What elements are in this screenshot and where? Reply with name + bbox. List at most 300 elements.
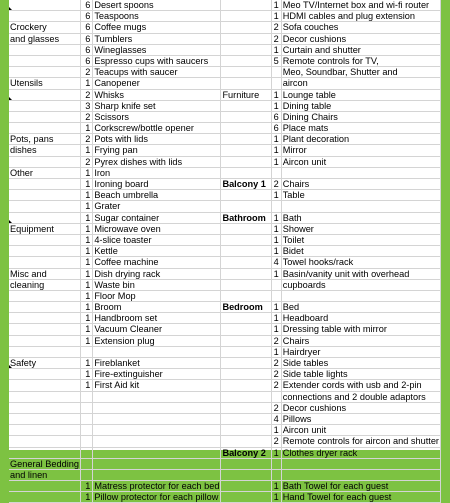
cell-item[interactable]: Pyrex dishes with lids — [93, 156, 221, 167]
cell-item[interactable] — [93, 436, 221, 447]
cell-quantity[interactable]: 1 — [272, 425, 281, 436]
cell-quantity[interactable]: 1 — [272, 223, 281, 234]
cell-room-label[interactable] — [221, 44, 272, 55]
cell-quantity[interactable]: 6 — [272, 111, 281, 122]
cell-quantity[interactable] — [80, 436, 92, 447]
cell-quantity[interactable]: 1 — [80, 212, 92, 223]
cell-room-label[interactable]: Bedroom — [221, 302, 272, 313]
cell-item[interactable]: Pillow protector for each pillow — [93, 492, 221, 503]
cell-item[interactable]: HDMI cables and plug extension — [281, 11, 440, 22]
cell-quantity[interactable] — [272, 391, 281, 402]
cell-item[interactable]: Tumblers — [93, 33, 221, 44]
cell-section-label[interactable] — [9, 335, 80, 346]
cell-room-label[interactable] — [221, 402, 272, 413]
cell-quantity[interactable]: 1 — [272, 44, 281, 55]
cell-quantity[interactable]: 5 — [272, 55, 281, 66]
cell-item[interactable] — [281, 201, 440, 212]
cell-room-label[interactable] — [221, 324, 272, 335]
cell-section-label[interactable] — [9, 156, 80, 167]
cell-section-label[interactable] — [9, 380, 80, 391]
cell-room-label[interactable] — [221, 458, 272, 469]
cell-quantity[interactable]: 1 — [272, 313, 281, 324]
cell-item[interactable] — [281, 167, 440, 178]
cell-quantity[interactable] — [272, 67, 281, 78]
table-row — [9, 413, 441, 424]
cell-room-label[interactable]: Balcony 1 — [221, 179, 272, 190]
cell-quantity[interactable]: 1 — [80, 380, 92, 391]
cell-item[interactable]: Frying pan — [93, 145, 221, 156]
cell-item[interactable]: Mirror — [281, 145, 440, 156]
cell-item[interactable]: Desert spoons — [93, 0, 221, 11]
cell-section-label[interactable] — [9, 55, 80, 66]
cell-section-label[interactable] — [9, 111, 80, 122]
cell-quantity[interactable]: 2 — [272, 369, 281, 380]
cell-section-label[interactable]: Safety — [9, 358, 80, 369]
cell-section-label[interactable] — [9, 234, 80, 245]
cell-room-label[interactable] — [221, 201, 272, 212]
cell-section-label[interactable]: and linen — [9, 469, 80, 480]
cell-room-label[interactable]: Balcony 2 — [221, 447, 272, 458]
cell-quantity[interactable]: 1 — [272, 324, 281, 335]
cell-room-label[interactable] — [221, 223, 272, 234]
cell-item[interactable]: Remote controls for TV, — [281, 55, 440, 66]
spreadsheet — [9, 0, 441, 503]
cell-quantity[interactable]: 1 — [80, 290, 92, 301]
cell-item[interactable]: Hairdryer — [281, 346, 440, 357]
cell-section-label[interactable] — [9, 67, 80, 78]
cell-item[interactable] — [281, 469, 440, 480]
cell-room-label[interactable] — [221, 123, 272, 134]
cell-room-label[interactable] — [221, 346, 272, 357]
cell-section-label[interactable] — [9, 402, 80, 413]
cell-quantity[interactable] — [80, 402, 92, 413]
cell-section-label[interactable]: and glasses — [9, 33, 80, 44]
cell-section-label[interactable] — [9, 413, 80, 424]
cell-quantity[interactable]: 6 — [80, 22, 92, 33]
table-row — [9, 89, 441, 100]
cell-quantity[interactable] — [272, 78, 281, 89]
cell-section-label[interactable] — [9, 123, 80, 134]
cell-room-label[interactable] — [221, 145, 272, 156]
cell-section-label[interactable] — [9, 201, 80, 212]
cell-item[interactable] — [93, 469, 221, 480]
table-row — [9, 190, 441, 201]
table-row — [9, 302, 441, 313]
cell-quantity[interactable]: 2 — [80, 111, 92, 122]
cell-item[interactable]: Fire-extinguisher — [93, 369, 221, 380]
cell-quantity[interactable]: 2 — [272, 358, 281, 369]
cell-section-label[interactable] — [9, 313, 80, 324]
cell-quantity[interactable]: 1 — [272, 11, 281, 22]
cell-quantity[interactable]: 2 — [80, 134, 92, 145]
cell-section-label[interactable] — [9, 302, 80, 313]
cell-quantity[interactable]: 1 — [272, 246, 281, 257]
cell-item[interactable]: Bath Towel for each guest — [281, 481, 440, 492]
cell-room-label[interactable] — [221, 290, 272, 301]
cell-quantity[interactable] — [80, 391, 92, 402]
table-row — [9, 111, 441, 122]
cell-item[interactable]: Decor cushions — [281, 33, 440, 44]
cell-room-label[interactable] — [221, 167, 272, 178]
cell-room-label[interactable] — [221, 55, 272, 66]
cell-item[interactable] — [93, 447, 221, 458]
cell-quantity[interactable]: 1 — [80, 201, 92, 212]
cell-item[interactable]: Clothes dryer rack — [281, 447, 440, 458]
cell-quantity[interactable]: 1 — [272, 346, 281, 357]
cell-section-label[interactable]: Misc and — [9, 268, 80, 279]
cell-section-label[interactable] — [9, 212, 80, 223]
cell-room-label[interactable] — [221, 335, 272, 346]
cell-item[interactable] — [93, 346, 221, 357]
cell-room-label[interactable] — [221, 190, 272, 201]
table-row — [9, 179, 441, 190]
table-row — [9, 78, 441, 89]
cell-room-label[interactable] — [221, 380, 272, 391]
cell-room-label[interactable] — [221, 481, 272, 492]
table-row — [9, 100, 441, 111]
cell-room-label[interactable] — [221, 492, 272, 503]
cell-quantity[interactable]: 1 — [80, 313, 92, 324]
cell-quantity[interactable]: 1 — [80, 279, 92, 290]
cell-quantity[interactable]: 2 — [272, 380, 281, 391]
cell-item[interactable]: cupboards — [281, 279, 440, 290]
cell-item[interactable]: Teacups with saucer — [93, 67, 221, 78]
cell-quantity[interactable]: 2 — [272, 436, 281, 447]
cell-item[interactable]: Sugar container — [93, 212, 221, 223]
cell-section-label[interactable] — [9, 190, 80, 201]
cell-item[interactable]: Meo, Soundbar, Shutter and — [281, 67, 440, 78]
table-row — [9, 346, 441, 357]
cell-section-label[interactable] — [9, 257, 80, 268]
cell-section-label[interactable] — [9, 492, 80, 503]
cell-quantity[interactable]: 1 — [80, 302, 92, 313]
cell-item[interactable]: Dressing table with mirror — [281, 324, 440, 335]
cell-item[interactable]: Pillows — [281, 413, 440, 424]
cell-quantity[interactable] — [272, 201, 281, 212]
cell-quantity[interactable]: 4 — [272, 413, 281, 424]
cell-quantity[interactable]: 2 — [272, 335, 281, 346]
cell-quantity[interactable] — [80, 413, 92, 424]
table-row — [9, 369, 441, 380]
cell-item[interactable]: Side tables — [281, 358, 440, 369]
cell-quantity[interactable]: 1 — [80, 78, 92, 89]
cell-item[interactable]: Dining table — [281, 100, 440, 111]
table-row — [9, 402, 441, 413]
cell-item[interactable]: Basin/vanity unit with overhead — [281, 268, 440, 279]
cell-item[interactable]: Sofa couches — [281, 22, 440, 33]
cell-quantity[interactable] — [272, 290, 281, 301]
cell-item[interactable]: Towel hooks/rack — [281, 257, 440, 268]
cell-quantity[interactable]: 1 — [80, 123, 92, 134]
cell-section-label[interactable] — [9, 391, 80, 402]
table-row — [9, 358, 441, 369]
cell-item[interactable] — [93, 458, 221, 469]
table-row — [9, 156, 441, 167]
cell-quantity[interactable]: 1 — [272, 302, 281, 313]
cell-item[interactable]: Canopener — [93, 78, 221, 89]
cell-item[interactable]: aircon — [281, 78, 440, 89]
cell-quantity[interactable] — [80, 346, 92, 357]
table-row — [9, 492, 441, 503]
table-row — [9, 481, 441, 492]
cell-quantity[interactable]: 1 — [80, 492, 92, 503]
cell-item[interactable]: Corkscrew/bottle opener — [93, 123, 221, 134]
cell-item[interactable]: Whisks — [93, 89, 221, 100]
cell-room-label[interactable] — [221, 436, 272, 447]
cell-section-label[interactable] — [9, 290, 80, 301]
cell-item[interactable]: Pots with lids — [93, 134, 221, 145]
cell-section-label[interactable] — [9, 44, 80, 55]
cell-section-label[interactable] — [9, 11, 80, 22]
cell-section-label[interactable] — [9, 100, 80, 111]
cell-section-label[interactable] — [9, 89, 80, 100]
cell-quantity[interactable]: 1 — [80, 257, 92, 268]
cell-room-label[interactable] — [221, 156, 272, 167]
cell-room-label[interactable] — [221, 100, 272, 111]
cell-quantity[interactable]: 1 — [80, 358, 92, 369]
cell-quantity[interactable]: 6 — [272, 123, 281, 134]
cell-item[interactable]: Waste bin — [93, 279, 221, 290]
cell-room-label[interactable] — [221, 369, 272, 380]
cell-item[interactable]: Beach umbrella — [93, 190, 221, 201]
cell-item[interactable] — [93, 391, 221, 402]
cell-quantity[interactable]: 2 — [80, 67, 92, 78]
cell-item[interactable]: Lounge table — [281, 89, 440, 100]
cell-room-label[interactable] — [221, 257, 272, 268]
cell-item[interactable]: Teaspoons — [93, 11, 221, 22]
cell-quantity[interactable]: 1 — [272, 190, 281, 201]
cell-room-label[interactable] — [221, 11, 272, 22]
cell-room-label[interactable] — [221, 22, 272, 33]
cell-room-label[interactable]: Furniture — [221, 89, 272, 100]
cell-item[interactable]: Handbroom set — [93, 313, 221, 324]
table-row — [9, 335, 441, 346]
table-row — [9, 380, 441, 391]
cell-item[interactable]: Plant decoration — [281, 134, 440, 145]
cell-room-label[interactable] — [221, 134, 272, 145]
cell-item[interactable] — [93, 425, 221, 436]
cell-item[interactable]: Chairs — [281, 335, 440, 346]
cell-quantity[interactable] — [272, 167, 281, 178]
cell-item[interactable] — [281, 290, 440, 301]
table-row — [9, 201, 441, 212]
cell-section-label[interactable] — [9, 0, 80, 11]
cell-section-label[interactable] — [9, 447, 80, 458]
cell-item[interactable]: Fireblanket — [93, 358, 221, 369]
cell-room-label[interactable] — [221, 279, 272, 290]
cell-quantity[interactable]: 1 — [272, 0, 281, 11]
cell-quantity[interactable]: 1 — [272, 134, 281, 145]
cell-item[interactable]: Aircon unit — [281, 156, 440, 167]
table-row — [9, 290, 441, 301]
table-row — [9, 447, 441, 458]
cell-section-label[interactable]: Utensils — [9, 78, 80, 89]
cell-quantity[interactable]: 6 — [80, 33, 92, 44]
cell-quantity[interactable]: 6 — [80, 44, 92, 55]
cell-quantity[interactable]: 1 — [80, 167, 92, 178]
cell-quantity[interactable]: 1 — [80, 234, 92, 245]
cell-item[interactable]: Place mats — [281, 123, 440, 134]
cell-item[interactable] — [281, 458, 440, 469]
cell-item[interactable]: Espresso cups with saucers — [93, 55, 221, 66]
cell-item[interactable]: Extender cords with usb and 2-pin — [281, 380, 440, 391]
cell-item[interactable]: Bed — [281, 302, 440, 313]
cell-quantity[interactable]: 1 — [80, 145, 92, 156]
cell-item[interactable]: 4-slice toaster — [93, 234, 221, 245]
cell-quantity[interactable]: 1 — [272, 212, 281, 223]
cell-room-label[interactable] — [221, 425, 272, 436]
cell-item[interactable]: Toilet — [281, 234, 440, 245]
cell-item[interactable]: Shower — [281, 223, 440, 234]
cell-room-label[interactable] — [221, 268, 272, 279]
table-row — [9, 67, 441, 78]
cell-quantity[interactable] — [80, 458, 92, 469]
cell-quantity[interactable] — [80, 469, 92, 480]
cell-quantity[interactable]: 1 — [272, 89, 281, 100]
cell-quantity[interactable]: 1 — [80, 335, 92, 346]
cell-quantity[interactable]: 1 — [272, 447, 281, 458]
cell-quantity[interactable]: 2 — [272, 22, 281, 33]
cell-item[interactable]: Ironing board — [93, 179, 221, 190]
cell-quantity[interactable]: 6 — [80, 0, 92, 11]
cell-item[interactable]: Sharp knife set — [93, 100, 221, 111]
cell-item[interactable]: Extension plug — [93, 335, 221, 346]
cell-room-label[interactable] — [221, 67, 272, 78]
cell-quantity[interactable] — [272, 279, 281, 290]
table-row — [9, 279, 441, 290]
cell-room-label[interactable] — [221, 469, 272, 480]
cell-quantity[interactable]: 1 — [80, 324, 92, 335]
cell-item[interactable]: Aircon unit — [281, 425, 440, 436]
cell-item[interactable]: Chairs — [281, 179, 440, 190]
cell-item[interactable]: Decor cushions — [281, 402, 440, 413]
cell-section-label[interactable] — [9, 324, 80, 335]
cell-section-label[interactable] — [9, 425, 80, 436]
cell-quantity[interactable] — [80, 447, 92, 458]
table-row — [9, 425, 441, 436]
cell-quantity[interactable]: 1 — [272, 492, 281, 503]
cell-quantity[interactable]: 2 — [272, 402, 281, 413]
cell-section-label[interactable]: Equipment — [9, 223, 80, 234]
cell-quantity[interactable]: 2 — [272, 179, 281, 190]
cell-item[interactable]: Kettle — [93, 246, 221, 257]
cell-quantity[interactable]: 1 — [80, 268, 92, 279]
cell-item[interactable] — [93, 402, 221, 413]
cell-item[interactable]: Remote controls for aircon and shutter — [282, 436, 439, 447]
cell-room-label[interactable] — [221, 111, 272, 122]
cell-section-label[interactable] — [9, 436, 80, 447]
cell-item[interactable]: Table — [281, 190, 440, 201]
cell-quantity[interactable]: 4 — [272, 257, 281, 268]
cell-room-label[interactable]: Bathroom — [221, 212, 272, 223]
cell-item[interactable]: Side table lights — [281, 369, 440, 380]
cell-room-label[interactable] — [221, 33, 272, 44]
cell-section-label[interactable] — [9, 246, 80, 257]
cell-item[interactable]: Dish drying rack — [93, 268, 221, 279]
cell-item[interactable]: Wineglasses — [93, 44, 221, 55]
cell-section-label[interactable] — [9, 346, 80, 357]
cell-item[interactable]: Matress protector for each bed — [94, 481, 220, 492]
table-row — [9, 469, 441, 480]
cell-item[interactable]: First Aid kit — [93, 380, 221, 391]
cell-item[interactable]: Scissors — [93, 111, 221, 122]
cell-quantity[interactable]: 1 — [80, 481, 92, 492]
cell-quantity[interactable]: 6 — [80, 55, 92, 66]
cell-quantity[interactable]: 1 — [80, 246, 92, 257]
cell-room-label[interactable] — [221, 358, 272, 369]
cell-item[interactable]: Hand Towel for each guest — [281, 492, 440, 503]
cell-item[interactable]: Microwave oven — [93, 223, 221, 234]
cell-section-label[interactable]: General Bedding — [10, 458, 79, 469]
cell-quantity[interactable]: 6 — [80, 11, 92, 22]
cell-item[interactable]: Dining Chairs — [281, 111, 440, 122]
cell-section-label[interactable]: Other — [9, 167, 80, 178]
cell-quantity[interactable] — [272, 469, 281, 480]
cell-quantity[interactable]: 1 — [80, 179, 92, 190]
cell-quantity[interactable]: 1 — [272, 481, 281, 492]
cell-room-label[interactable] — [221, 78, 272, 89]
cell-item[interactable]: connections and 2 double adaptors — [281, 391, 440, 402]
cell-item[interactable]: Broom — [93, 302, 221, 313]
cell-item[interactable]: Coffee mugs — [93, 22, 221, 33]
cell-quantity[interactable] — [272, 458, 281, 469]
cell-quantity[interactable]: 3 — [80, 100, 92, 111]
cell-quantity[interactable]: 2 — [80, 156, 92, 167]
table-row — [9, 11, 441, 22]
cell-section-label[interactable]: cleaning — [9, 279, 80, 290]
cell-quantity[interactable]: 2 — [272, 33, 281, 44]
cell-quantity[interactable]: 1 — [80, 369, 92, 380]
cell-quantity[interactable]: 1 — [80, 223, 92, 234]
cell-item[interactable]: Bath — [281, 212, 440, 223]
cell-room-label[interactable] — [221, 391, 272, 402]
cell-item[interactable]: Iron — [93, 167, 221, 178]
cell-room-label[interactable] — [221, 246, 272, 257]
cell-room-label[interactable] — [221, 234, 272, 245]
cell-section-label[interactable] — [9, 179, 80, 190]
cell-quantity[interactable]: 1 — [272, 156, 281, 167]
cell-item[interactable]: Bidet — [281, 246, 440, 257]
cell-section-label[interactable] — [9, 369, 80, 380]
cell-quantity[interactable]: 1 — [272, 100, 281, 111]
cell-section-label[interactable]: Crockery — [9, 22, 80, 33]
cell-item[interactable]: Coffee machine — [93, 257, 221, 268]
cell-item[interactable] — [93, 413, 221, 424]
cell-item[interactable]: Headboard — [281, 313, 440, 324]
table-row — [9, 212, 441, 223]
cell-section-label[interactable]: dishes — [9, 145, 80, 156]
cell-item[interactable]: Grater — [93, 201, 221, 212]
cell-quantity[interactable]: 1 — [272, 234, 281, 245]
cell-item[interactable]: Floor Mop — [93, 290, 221, 301]
cell-item[interactable]: Vacuum Cleaner — [93, 324, 221, 335]
table-row — [9, 22, 441, 33]
cell-quantity[interactable]: 1 — [272, 145, 281, 156]
table-row — [9, 0, 441, 11]
cell-item[interactable]: Meo TV/Internet box and wi-fi router — [281, 0, 440, 11]
cell-room-label[interactable] — [221, 313, 272, 324]
cell-section-label[interactable] — [9, 481, 80, 492]
cell-room-label[interactable] — [221, 0, 272, 11]
cell-section-label[interactable]: Pots, pans — [9, 134, 80, 145]
cell-quantity[interactable]: 1 — [272, 268, 281, 279]
table-row — [9, 123, 441, 134]
cell-item[interactable]: Curtain and shutter — [281, 44, 440, 55]
cell-quantity[interactable]: 1 — [80, 190, 92, 201]
cell-quantity[interactable] — [80, 425, 92, 436]
cell-room-label[interactable] — [221, 413, 272, 424]
cell-quantity[interactable]: 2 — [80, 89, 92, 100]
